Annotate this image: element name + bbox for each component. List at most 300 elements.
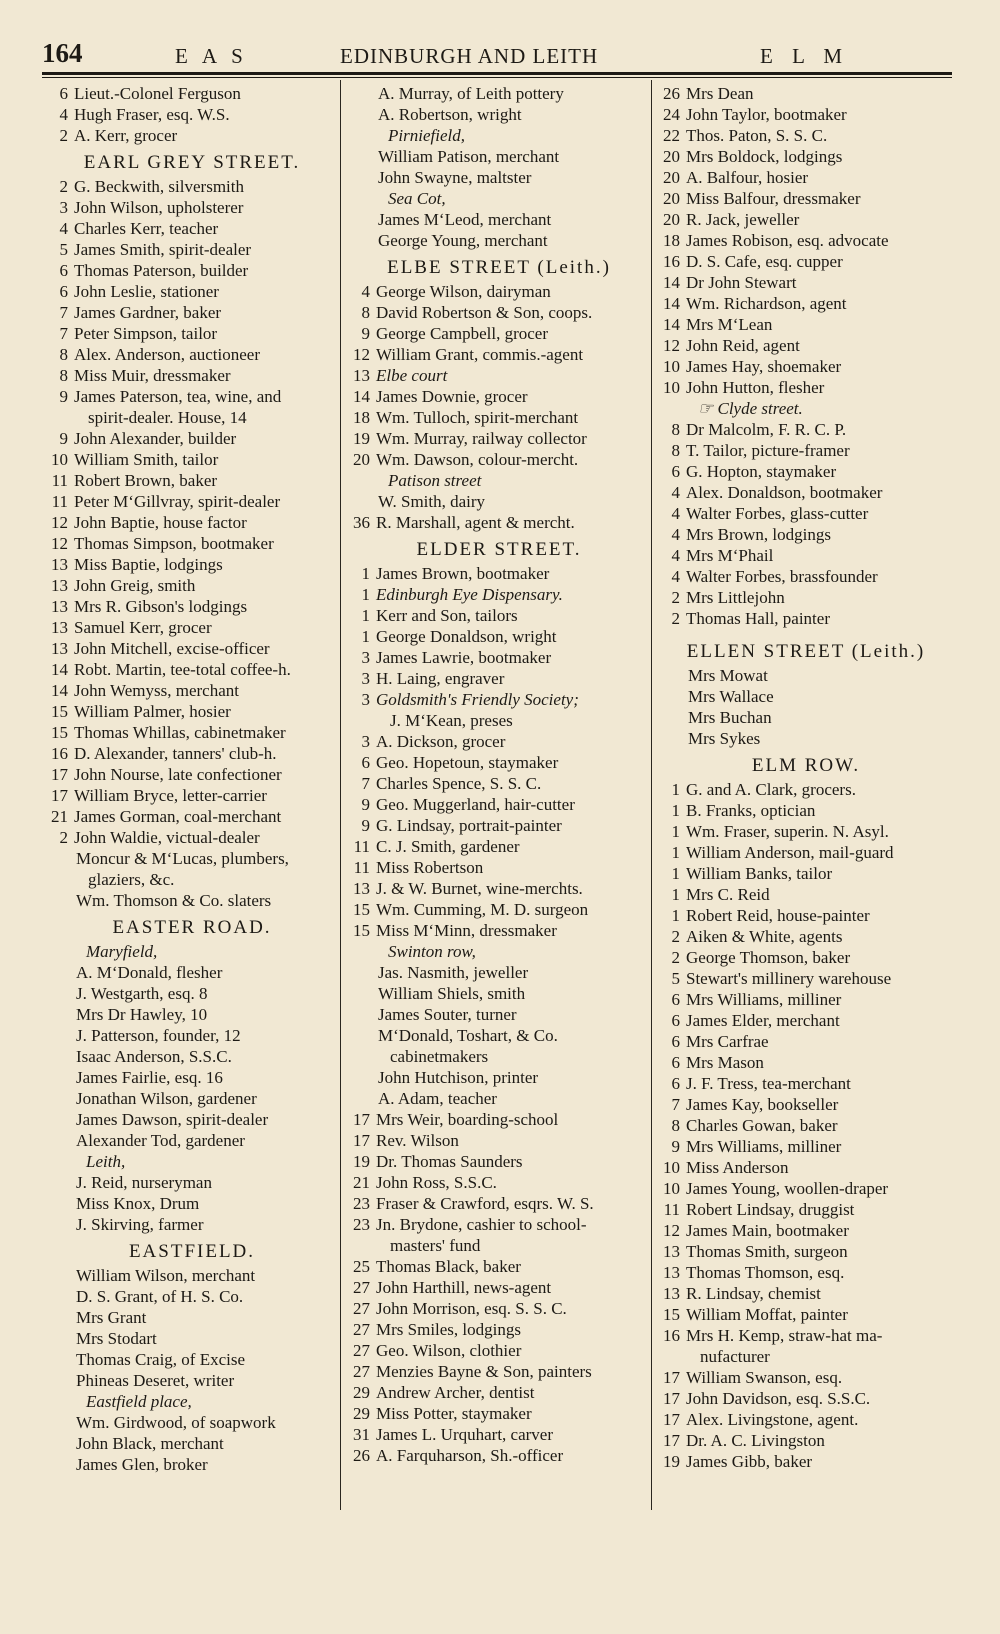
resident-name: Geo. Hopetoun, staymaker: [376, 753, 559, 772]
resident-name: Stewart's millinery warehouse: [686, 969, 892, 988]
directory-entry: [346, 794, 652, 815]
entry-unnumbered: George Young, merchant: [378, 231, 548, 250]
directory-entry: [44, 470, 340, 491]
directory-entry: [44, 281, 340, 302]
entry-unnumbered: Mrs Wallace: [688, 687, 774, 706]
column-2: [346, 83, 652, 1466]
entry-continuation: nufacturer: [700, 1347, 770, 1366]
directory-entry: [656, 1304, 956, 1325]
entry-unnumbered: Jas. Nasmith, jeweller: [378, 963, 529, 982]
resident-name: Walter Forbes, brassfounder: [686, 567, 878, 586]
house-number: 4: [361, 282, 370, 301]
directory-entry: [44, 785, 340, 806]
house-number: 14: [663, 294, 680, 313]
resident-name: Hugh Fraser, esq. W.S.: [74, 105, 230, 124]
entry-unnumbered: James Glen, broker: [76, 1455, 208, 1474]
directory-entry: [346, 1445, 652, 1466]
directory-entry: [656, 545, 956, 566]
resident-name: Mrs Smiles, lodgings: [376, 1320, 521, 1339]
house-number: 8: [671, 441, 680, 460]
resident-name: Kerr and Son, tailors: [376, 606, 518, 625]
house-number: 29: [353, 1404, 370, 1423]
resident-name: John Davidson, esq. S.S.C.: [686, 1389, 871, 1408]
resident-name: Dr. Thomas Saunders: [376, 1152, 523, 1171]
house-number: 4: [59, 105, 68, 124]
entry-unnumbered: Thomas Craig, of Excise: [76, 1350, 246, 1369]
sub-location-label: Swinton row,: [388, 942, 476, 961]
house-number: 13: [353, 879, 370, 898]
directory-entry: [346, 815, 652, 836]
resident-name: Miss Robertson: [376, 858, 484, 877]
resident-name: Peter M‘Gillvray, spirit-dealer: [74, 492, 281, 511]
directory-entry: [656, 587, 956, 608]
resident-name: James Kay, bookseller: [686, 1095, 839, 1114]
house-number: 17: [353, 1131, 370, 1150]
house-number: 11: [353, 837, 370, 856]
resident-name: T. Tailor, picture-framer: [686, 441, 850, 460]
house-number: 36: [353, 513, 370, 532]
entry-unnumbered: Wm. Thomson & Co. slaters: [76, 891, 272, 910]
house-number: 21: [353, 1173, 370, 1192]
resident-name: Miss Potter, staymaker: [376, 1404, 532, 1423]
house-number: 4: [671, 567, 680, 586]
resident-name: Wm. Cumming, M. D. surgeon: [376, 900, 589, 919]
resident-name: Mrs Boldock, lodgings: [686, 147, 843, 166]
directory-entry: [656, 314, 956, 335]
house-number: 1: [361, 606, 370, 625]
entry-unnumbered: Mrs Sykes: [688, 729, 761, 748]
house-number: 9: [361, 816, 370, 835]
directory-entry: [346, 281, 652, 302]
directory-entry: [656, 989, 956, 1010]
directory-entry: [656, 968, 956, 989]
resident-name: William Palmer, hosier: [74, 702, 231, 721]
resident-name: Dr. A. C. Livingston: [686, 1431, 825, 1450]
house-number: 14: [663, 315, 680, 334]
entry-unnumbered: Isaac Anderson, S.S.C.: [76, 1047, 232, 1066]
resident-name: Wm. Murray, railway collector: [376, 429, 587, 448]
entry-unnumbered: Mrs Grant: [76, 1308, 147, 1327]
house-number: 7: [361, 774, 370, 793]
sub-location-label: Maryfield,: [86, 942, 158, 961]
entry-unnumbered: Alexander Tod, gardener: [76, 1131, 245, 1150]
resident-name: Charles Kerr, teacher: [74, 219, 219, 238]
house-number: 1: [671, 843, 680, 862]
directory-entry: [346, 668, 652, 689]
directory-entry: [656, 125, 956, 146]
house-number: 12: [51, 534, 68, 553]
entry-unnumbered: Jonathan Wilson, gardener: [76, 1089, 257, 1108]
directory-entry: [656, 863, 956, 884]
house-number: 10: [663, 1179, 680, 1198]
entry-unnumbered: James Souter, turner: [378, 1005, 517, 1024]
entry-unnumbered: J. Patterson, founder, 12: [76, 1026, 241, 1045]
directory-entry: [346, 563, 652, 584]
resident-name: James Elder, merchant: [686, 1011, 840, 1030]
directory-entry: [346, 1256, 652, 1277]
entry-unnumbered: William Shiels, smith: [378, 984, 526, 1003]
directory-entry: [656, 800, 956, 821]
resident-name: Wm. Fraser, superin. N. Asyl.: [686, 822, 889, 841]
house-number: 13: [353, 366, 370, 385]
resident-name: John Leslie, stationer: [74, 282, 219, 301]
directory-entry: [44, 176, 340, 197]
directory-entry: [44, 680, 340, 701]
house-number: 31: [353, 1425, 370, 1444]
entry-unnumbered: M‘Donald, Toshart, & Co.: [378, 1026, 558, 1045]
left-guide-word: E A S: [175, 44, 248, 68]
directory-entry: [346, 857, 652, 878]
house-number: 6: [671, 1011, 680, 1030]
entry-continuation: spirit-dealer. House, 14: [88, 408, 247, 427]
resident-name: William Grant, commis.-agent: [376, 345, 584, 364]
house-number: 17: [51, 765, 68, 784]
resident-name: Thomas Thomson, esq.: [686, 1263, 845, 1282]
directory-entry: [44, 638, 340, 659]
directory-entry: [656, 1409, 956, 1430]
directory-entry: [346, 1340, 652, 1361]
resident-name: Miss M‘Minn, dressmaker: [376, 921, 557, 940]
street-heading: ELLEN STREET (Leith.): [686, 641, 926, 662]
directory-entry: [346, 1130, 652, 1151]
resident-name: George Campbell, grocer: [376, 324, 548, 343]
directory-entry: [656, 884, 956, 905]
directory-entry: [346, 1193, 652, 1214]
directory-entry: [44, 344, 340, 365]
entry-unnumbered: John Swayne, maltster: [378, 168, 532, 187]
resident-name: Dr John Stewart: [686, 273, 797, 292]
directory-entry: [656, 1241, 956, 1262]
house-number: 10: [51, 450, 68, 469]
resident-name: Andrew Archer, dentist: [376, 1383, 535, 1402]
resident-name: John Taylor, bootmaker: [686, 105, 847, 124]
house-number: 17: [51, 786, 68, 805]
house-number: 4: [671, 504, 680, 523]
resident-name: Miss Muir, dressmaker: [74, 366, 231, 385]
house-number: 1: [361, 585, 370, 604]
directory-entry: [346, 836, 652, 857]
house-number: 14: [51, 681, 68, 700]
house-number: 16: [51, 744, 68, 763]
house-number: 9: [59, 429, 68, 448]
house-number: 13: [663, 1242, 680, 1261]
directory-entry: [44, 218, 340, 239]
directory-entry: [656, 440, 956, 461]
house-number: 6: [671, 462, 680, 481]
entry-unnumbered: A. Murray, of Leith pottery: [378, 84, 564, 103]
resident-name: John Hutton, flesher: [686, 378, 825, 397]
directory-entry: [44, 491, 340, 512]
house-number: 20: [353, 450, 370, 469]
resident-name: Alex. Donaldson, bootmaker: [686, 483, 883, 502]
resident-name: D. S. Cafe, esq. cupper: [686, 252, 843, 271]
directory-entry: [44, 827, 340, 848]
resident-name: Mrs R. Gibson's lodgings: [74, 597, 248, 616]
directory-entry: [346, 1298, 652, 1319]
directory-entry: [656, 608, 956, 629]
house-number: 2: [59, 126, 68, 145]
house-number: 19: [353, 1152, 370, 1171]
house-number: 2: [671, 948, 680, 967]
house-number: 21: [51, 807, 68, 826]
directory-entry: [656, 1220, 956, 1241]
street-heading: ELDER STREET.: [416, 539, 582, 560]
house-number: 18: [663, 231, 680, 250]
house-number: 3: [361, 690, 370, 709]
directory-entry: [346, 626, 652, 647]
resident-name: Thomas Smith, surgeon: [686, 1242, 848, 1261]
resident-name: A. Kerr, grocer: [74, 126, 178, 145]
resident-name: Rev. Wilson: [376, 1131, 459, 1150]
house-number: 13: [51, 618, 68, 637]
directory-entry: [656, 926, 956, 947]
directory-entry: [656, 146, 956, 167]
directory-entry: [44, 428, 340, 449]
resident-name: Geo. Muggerland, hair-cutter: [376, 795, 575, 814]
entry-unnumbered: W. Smith, dairy: [378, 492, 486, 511]
directory-entry: [656, 356, 956, 377]
directory-entry: [656, 167, 956, 188]
directory-entry: [656, 503, 956, 524]
house-number: 1: [361, 564, 370, 583]
sub-location-label: Pirniefield,: [388, 126, 465, 145]
street-heading: EARL GREY STREET.: [83, 152, 301, 173]
resident-name: R. Lindsay, chemist: [686, 1284, 821, 1303]
entry-unnumbered: Mrs Stodart: [76, 1329, 157, 1348]
resident-name: John Nourse, late confectioner: [74, 765, 282, 784]
house-number: 8: [671, 420, 680, 439]
house-number: 12: [353, 345, 370, 364]
house-number: 27: [353, 1320, 370, 1339]
house-number: 20: [663, 147, 680, 166]
directory-entry: [44, 386, 340, 407]
resident-name: Thos. Paton, S. S. C.: [686, 126, 828, 145]
resident-name: Mrs Weir, boarding-school: [376, 1110, 559, 1129]
house-number: 11: [51, 492, 68, 511]
resident-name: Robert Lindsay, druggist: [686, 1200, 855, 1219]
house-number: 6: [59, 282, 68, 301]
resident-name: Edinburgh Eye Dispensary.: [376, 585, 563, 604]
directory-entry: [44, 701, 340, 722]
resident-name: Elbe court: [376, 366, 448, 385]
entry-unnumbered: Phineas Deseret, writer: [76, 1371, 235, 1390]
house-number: 16: [663, 252, 680, 271]
house-number: 1: [361, 627, 370, 646]
resident-name: George Thomson, baker: [686, 948, 851, 967]
resident-name: Charles Gowan, baker: [686, 1116, 838, 1135]
house-number: 17: [663, 1389, 680, 1408]
house-number: 23: [353, 1215, 370, 1234]
resident-name: James Main, bootmaker: [686, 1221, 849, 1240]
house-number: 4: [671, 546, 680, 565]
resident-name: Mrs Littlejohn: [686, 588, 785, 607]
house-number: 6: [59, 84, 68, 103]
resident-name: Aiken & White, agents: [686, 927, 843, 946]
directory-entry: [656, 419, 956, 440]
resident-name: J. F. Tress, tea-merchant: [686, 1074, 851, 1093]
resident-name: Mrs M‘Lean: [686, 315, 773, 334]
directory-entry: [656, 1325, 956, 1346]
directory-entry: [656, 779, 956, 800]
house-number: 13: [51, 555, 68, 574]
directory-entry: [346, 1214, 652, 1235]
house-number: 7: [59, 324, 68, 343]
directory-entry: [656, 524, 956, 545]
directory-entry: [44, 512, 340, 533]
directory-entry: [656, 1115, 956, 1136]
house-number: 3: [361, 669, 370, 688]
entry-unnumbered: John Hutchison, printer: [378, 1068, 539, 1087]
resident-name: John Harthill, news-agent: [376, 1278, 552, 1297]
directory-entry: [346, 1151, 652, 1172]
resident-name: A. Dickson, grocer: [376, 732, 506, 751]
header-rule: [42, 72, 952, 78]
house-number: 15: [51, 723, 68, 742]
directory-entry: [656, 1178, 956, 1199]
directory-entry: [656, 1388, 956, 1409]
sub-location-label: Leith,: [86, 1152, 126, 1171]
directory-entry: [656, 293, 956, 314]
directory-entry: [656, 821, 956, 842]
resident-name: A. Balfour, hosier: [686, 168, 809, 187]
directory-entry: [346, 323, 652, 344]
resident-name: George Donaldson, wright: [376, 627, 557, 646]
directory-entry: [656, 230, 956, 251]
resident-name: Menzies Bayne & Son, painters: [376, 1362, 592, 1381]
house-number: 8: [361, 303, 370, 322]
directory-entry: [44, 554, 340, 575]
house-number: 9: [59, 387, 68, 406]
resident-name: Thomas Paterson, builder: [74, 261, 249, 280]
directory-entry: [656, 482, 956, 503]
resident-name: Mrs Mason: [686, 1053, 764, 1072]
house-number: 2: [671, 588, 680, 607]
house-number: 16: [663, 1326, 680, 1345]
directory-entry: [346, 386, 652, 407]
directory-entry: [656, 1010, 956, 1031]
house-number: 4: [671, 525, 680, 544]
house-number: 8: [671, 1116, 680, 1135]
directory-entry: [346, 689, 652, 710]
resident-name: John Waldie, victual-dealer: [74, 828, 260, 847]
directory-entry: [44, 743, 340, 764]
house-number: 23: [353, 1194, 370, 1213]
house-number: 11: [353, 858, 370, 877]
resident-name: Wm. Tulloch, spirit-merchant: [376, 408, 579, 427]
entry-unnumbered: Miss Knox, Drum: [76, 1194, 200, 1213]
house-number: 9: [361, 795, 370, 814]
sub-location-label: Patison street: [388, 471, 482, 490]
resident-name: James Lawrie, bootmaker: [376, 648, 552, 667]
resident-name: John Wilson, upholsterer: [74, 198, 244, 217]
house-number: 1: [671, 864, 680, 883]
directory-entry: [44, 806, 340, 827]
house-number: 6: [671, 1074, 680, 1093]
resident-name: C. J. Smith, gardener: [376, 837, 520, 856]
house-number: 13: [663, 1284, 680, 1303]
directory-entry: [44, 449, 340, 470]
resident-name: William Swanson, esq.: [686, 1368, 843, 1387]
directory-entry: [346, 584, 652, 605]
house-number: 9: [361, 324, 370, 343]
resident-name: Robert Reid, house-painter: [686, 906, 870, 925]
resident-name: William Moffat, painter: [686, 1305, 848, 1324]
resident-name: Wm. Richardson, agent: [686, 294, 847, 313]
resident-name: D. Alexander, tanners' club-h.: [74, 744, 277, 763]
house-number: 14: [51, 660, 68, 679]
resident-name: James Young, woollen-draper: [686, 1179, 889, 1198]
directory-entry: [656, 188, 956, 209]
house-number: 29: [353, 1383, 370, 1402]
house-number: 19: [663, 1452, 680, 1471]
entry-unnumbered: John Black, merchant: [76, 1434, 224, 1453]
directory-entry: [346, 1109, 652, 1130]
entry-unnumbered: Mrs Dr Hawley, 10: [76, 1005, 208, 1024]
resident-name: David Robertson & Son, coops.: [376, 303, 593, 322]
resident-name: Mrs Dean: [686, 84, 754, 103]
directory-entry: [656, 1430, 956, 1451]
directory-entry: [346, 1424, 652, 1445]
directory-entry: [346, 1172, 652, 1193]
directory-entry: [44, 125, 340, 146]
directory-entry: [656, 1283, 956, 1304]
resident-name: Miss Baptie, lodgings: [74, 555, 223, 574]
resident-name: Mrs C. Reid: [686, 885, 770, 904]
resident-name: James Gardner, baker: [74, 303, 222, 322]
house-number: 6: [671, 990, 680, 1009]
house-number: 1: [671, 801, 680, 820]
house-number: 9: [671, 1137, 680, 1156]
house-number: 1: [671, 822, 680, 841]
resident-name: Walter Forbes, glass-cutter: [686, 504, 869, 523]
house-number: 15: [353, 921, 370, 940]
resident-name: B. Franks, optician: [686, 801, 816, 820]
entry-unnumbered: William Patison, merchant: [378, 147, 560, 166]
house-number: 15: [663, 1305, 680, 1324]
resident-name: John Morrison, esq. S. S. C.: [376, 1299, 567, 1318]
house-number: 6: [671, 1032, 680, 1051]
directory-entry: [656, 1094, 956, 1115]
column-divider-1: [340, 80, 341, 1510]
house-number: 13: [51, 639, 68, 658]
directory-entry: [346, 512, 652, 533]
house-number: 11: [51, 471, 68, 490]
entry-continuation: glaziers, &c.: [88, 870, 175, 889]
directory-entry: [346, 1382, 652, 1403]
resident-name: Mrs M‘Phail: [686, 546, 774, 565]
house-number: 14: [353, 387, 370, 406]
entry-unnumbered: James M‘Leod, merchant: [378, 210, 552, 229]
directory-entry: [44, 596, 340, 617]
directory-entry: [44, 302, 340, 323]
directory-entry: [44, 575, 340, 596]
directory-entry: [346, 899, 652, 920]
house-number: 5: [59, 240, 68, 259]
sub-location-label: Sea Cot,: [388, 189, 446, 208]
house-number: 2: [671, 609, 680, 628]
directory-entry: [656, 1199, 956, 1220]
resident-name: G. and A. Clark, grocers.: [686, 780, 856, 799]
directory-entry: [656, 842, 956, 863]
sub-location-label: ☞ Clyde street.: [698, 399, 803, 418]
house-number: 3: [361, 648, 370, 667]
resident-name: John Reid, agent: [686, 336, 800, 355]
resident-name: Goldsmith's Friendly Society;: [376, 690, 579, 709]
house-number: 22: [663, 126, 680, 145]
house-number: 17: [663, 1431, 680, 1450]
directory-entry: [44, 659, 340, 680]
entry-unnumbered: William Wilson, merchant: [76, 1266, 256, 1285]
